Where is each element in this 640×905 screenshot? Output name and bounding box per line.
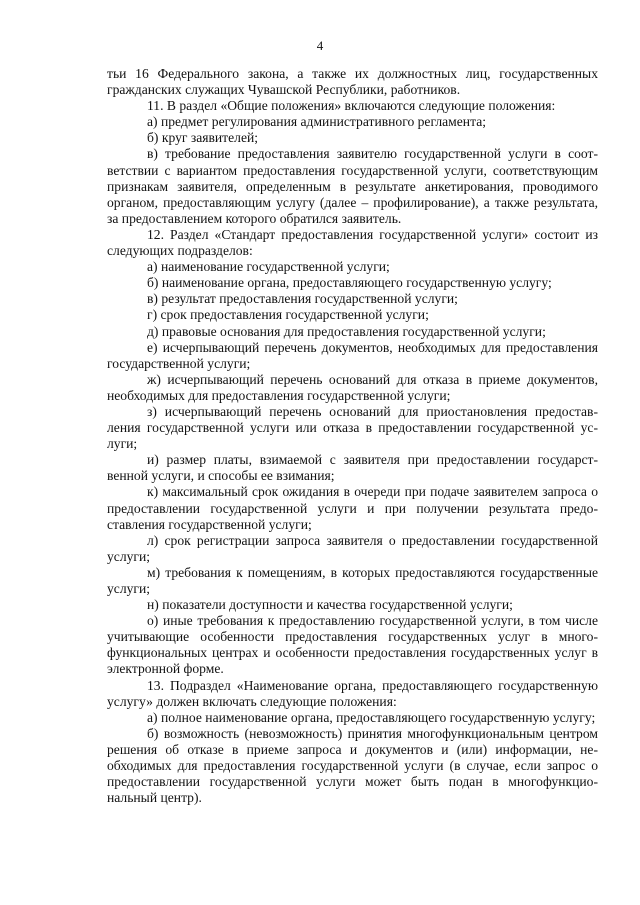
paragraph: 11. В раздел «Общие положения» включаются следующие положения: xyxy=(147,98,556,114)
paragraph: о) иные требования к предоставлению государственной услуги, в том числе учитывающие особенности предоставления государственных услуг в многофункциональных центрах и особенности предоставления государственных услуг в электронной форме. xyxy=(107,613,598,677)
paragraph: з) исчерпывающий перечень оснований для приостановления предоставления государственной услуги или отказа в предоставлении государственной услуги; xyxy=(107,403,598,452)
paragraph: н) показатели доступности и качества государственной услуги; xyxy=(147,597,513,613)
paragraph: а) полное наименование органа, предоставляющего государственную услугу; xyxy=(147,709,596,725)
paragraph: б) круг заявителей; xyxy=(147,130,259,146)
paragraph: тьи 16 Федерального закона, а также их должностных лиц, государственных гражданских служащих Чувашской Республики, работников. xyxy=(107,66,598,98)
paragraph: м) требования к помещениям, в которых предоставляются государственные услуги; xyxy=(107,564,598,596)
paragraph: и) размер платы, взимаемой с заявителя при предоставлении государственной услуги, и способы ее взимания; xyxy=(107,452,598,484)
document-body xyxy=(107,66,598,806)
paragraph: г) срок предоставления государственной услуги; xyxy=(147,307,429,323)
paragraph: е) исчерпывающий перечень документов, необходимых для предоставления государственной услуги; xyxy=(107,339,598,371)
paragraph: б) наименование органа, предоставляющего государственную услугу; xyxy=(147,275,552,291)
page-number: 4 xyxy=(316,38,324,53)
paragraph: а) наименование государственной услуги; xyxy=(147,259,390,275)
paragraph: ж) исчерпывающий перечень оснований для отказа в приеме документов, необходимых для предоставления государственной услуги; xyxy=(107,371,598,403)
paragraph: в) результат предоставления государственной услуги; xyxy=(147,291,458,307)
paragraph: а) предмет регулирования административного регламента; xyxy=(147,114,486,130)
paragraph: л) срок регистрации запроса заявителя о предоставлении государственной услуги; xyxy=(107,532,598,564)
paragraph: 12. Раздел «Стандарт предоставления государственной услуги» состоит из следующих подразделов: xyxy=(107,226,598,259)
paragraph: 13. Подраздел «Наименование органа, предоставляющего государственную услугу» должен включать следующие положения: xyxy=(107,677,598,709)
paragraph: в) требование предоставления заявителю государственной услуги в соответствии с вариантом предоставления государственной услуги, соответствующим признакам заявителя, определенным в результате анкетирования, проводимого органом, предоставляющим услугу (далее – профилирование), а также результата, за предоставлением которого обратился заявитель. xyxy=(107,146,598,226)
paragraph: к) максимальный срок ожидания в очереди при подаче заявителем запроса о предоставлении государственной услуги и при получении результата предоставления государственной услуги; xyxy=(107,484,598,532)
paragraph: д) правовые основания для предоставления государственной услуги; xyxy=(147,323,546,339)
paragraph: б) возможность (невозможность) принятия многофункциональным центром решения об отказе в приеме запроса и документов и (или) информации, необходимых для предоставления государственной услуги (в случае, если запрос о предоставлении государственной услуги может быть подан в многофункциональный центр). xyxy=(107,725,598,806)
